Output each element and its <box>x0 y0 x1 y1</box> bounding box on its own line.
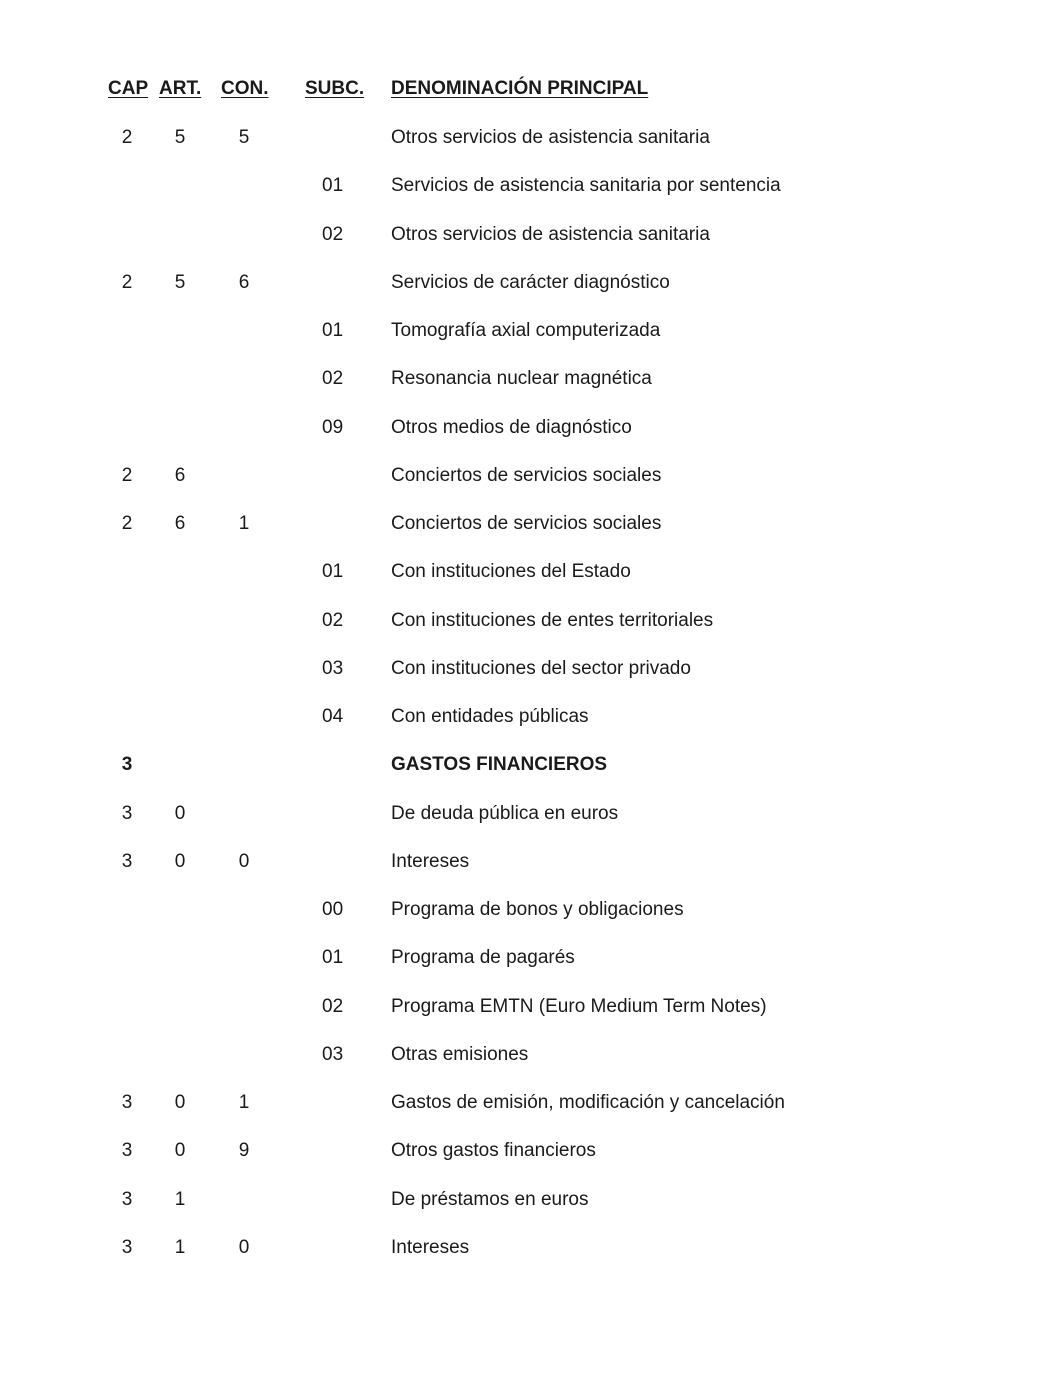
cell-art: 6 <box>174 513 186 534</box>
cell-denominacion: Resonancia nuclear magnética <box>391 368 652 390</box>
table-row <box>0 801 1058 849</box>
cell-denominacion: Otros medios de diagnóstico <box>391 416 632 438</box>
cell-subc: 03 <box>322 657 344 679</box>
cell-denominacion: Con entidades públicas <box>391 706 589 727</box>
table-row <box>0 125 1058 173</box>
cell-art: 5 <box>174 127 186 148</box>
cell-denominacion: Otras emisiones <box>391 1043 529 1065</box>
table-row <box>0 511 1058 559</box>
cell-con: 1 <box>238 1092 250 1113</box>
table-row <box>0 752 1058 800</box>
cell-art: 0 <box>174 1092 186 1113</box>
table-row <box>0 849 1058 897</box>
cell-denominacion: Intereses <box>391 1236 470 1258</box>
cell-denominacion: Programa EMTN (Euro Medium Term Notes) <box>391 995 767 1017</box>
table-row <box>0 897 1058 945</box>
cell-con: 9 <box>238 1140 250 1162</box>
table-row <box>0 270 1058 318</box>
table-row <box>0 704 1058 752</box>
cell-denominacion: Tomografía axial computerizada <box>391 320 661 341</box>
cell-cap: 3 <box>121 1236 133 1258</box>
table-row <box>0 559 1058 607</box>
cell-cap: 3 <box>121 802 133 824</box>
cell-cap: 2 <box>121 513 133 534</box>
table-row <box>0 945 1058 993</box>
header-subc: SUBC. <box>305 78 365 99</box>
cell-denominacion: Programa de pagarés <box>391 947 575 969</box>
table-row <box>0 608 1058 656</box>
cell-art: 6 <box>174 464 186 486</box>
table-row <box>0 994 1058 1042</box>
table-header <box>0 78 1058 104</box>
table-row <box>0 656 1058 704</box>
cell-subc: 01 <box>322 175 344 197</box>
cell-denominacion: De préstamos en euros <box>391 1188 589 1210</box>
cell-denominacion: Otros servicios de asistencia sanitaria <box>391 223 710 245</box>
cell-con: 6 <box>238 271 250 293</box>
cell-denominacion: Gastos de emisión, modificación y cancelación <box>391 1092 785 1113</box>
table-row <box>0 1042 1058 1090</box>
cell-denominacion: Con instituciones del Estado <box>391 561 631 583</box>
cell-subc: 04 <box>322 706 344 727</box>
cell-art: 0 <box>174 850 186 872</box>
header-cap: CAP <box>108 78 149 99</box>
table-row <box>0 463 1058 511</box>
cell-denominacion: De deuda pública en euros <box>391 802 619 824</box>
cell-art: 5 <box>174 271 186 293</box>
cell-subc: 01 <box>322 320 344 341</box>
table-row <box>0 222 1058 270</box>
cell-subc: 02 <box>322 223 344 245</box>
cell-cap: 3 <box>121 1140 133 1162</box>
table-row <box>0 1138 1058 1186</box>
table-row <box>0 415 1058 463</box>
cell-denominacion: Conciertos de servicios sociales <box>391 513 662 534</box>
cell-denominacion: Otros servicios de asistencia sanitaria <box>391 127 710 148</box>
cell-subc: 02 <box>322 995 344 1017</box>
cell-art: 1 <box>174 1188 186 1210</box>
table-body <box>0 125 1058 1283</box>
cell-subc: 02 <box>322 609 344 631</box>
cell-cap: 2 <box>121 127 133 148</box>
header-art: ART. <box>159 78 202 99</box>
cell-denominacion: Servicios de asistencia sanitaria por sentencia <box>391 175 781 197</box>
cell-subc: 00 <box>322 899 344 920</box>
table-row <box>0 1235 1058 1283</box>
table-row <box>0 1090 1058 1138</box>
cell-art: 0 <box>174 1140 186 1162</box>
header-con: CON. <box>221 78 269 99</box>
cell-denominacion: Conciertos de servicios sociales <box>391 464 662 486</box>
cell-cap: 3 <box>121 1188 133 1210</box>
cell-denominacion: Otros gastos financieros <box>391 1140 596 1162</box>
cell-cap: 3 <box>121 1092 133 1113</box>
cell-denominacion: Intereses <box>391 850 470 872</box>
cell-denominacion: Con instituciones de entes territoriales <box>391 609 714 631</box>
cell-subc: 03 <box>322 1043 344 1065</box>
table-row <box>0 173 1058 221</box>
table-row <box>0 366 1058 414</box>
cell-art: 1 <box>174 1236 186 1258</box>
table-row <box>0 318 1058 366</box>
cell-denominacion: GASTOS FINANCIEROS <box>391 754 608 776</box>
cell-subc: 09 <box>322 416 344 438</box>
cell-cap: 2 <box>121 464 133 486</box>
cell-denominacion: Programa de bonos y obligaciones <box>391 899 684 920</box>
cell-con: 1 <box>238 513 250 534</box>
cell-con: 0 <box>238 1236 250 1258</box>
header-denominacion: DENOMINACIÓN PRINCIPAL <box>391 78 649 99</box>
cell-cap: 3 <box>121 850 133 872</box>
cell-con: 5 <box>238 127 250 148</box>
cell-subc: 02 <box>322 368 344 390</box>
cell-art: 0 <box>174 802 186 824</box>
cell-denominacion: Con instituciones del sector privado <box>391 657 691 679</box>
cell-cap: 2 <box>121 271 133 293</box>
cell-subc: 01 <box>322 947 344 969</box>
cell-denominacion: Servicios de carácter diagnóstico <box>391 271 670 293</box>
table-row <box>0 1187 1058 1235</box>
cell-subc: 01 <box>322 561 344 583</box>
cell-cap: 3 <box>121 754 133 776</box>
cell-con: 0 <box>238 850 250 872</box>
